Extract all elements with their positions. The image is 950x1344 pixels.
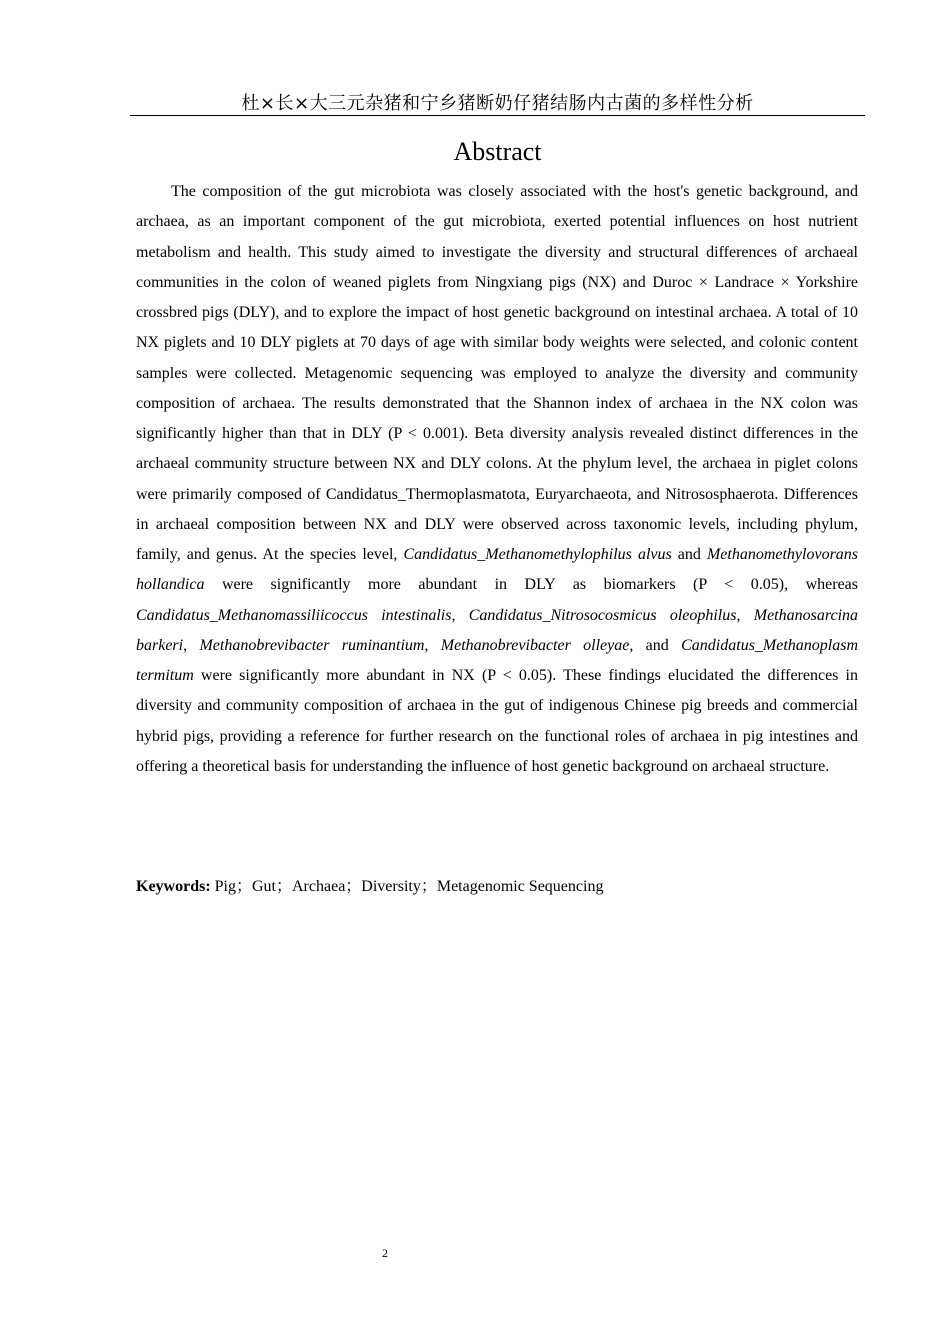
keywords-value: Pig；Gut；Archaea；Diversity；Metagenomic Sequencing — [210, 878, 604, 895]
header-divider — [130, 115, 865, 116]
abstract-body — [136, 177, 858, 782]
species-name: Methanosarcina barkeri — [136, 606, 859, 654]
species-name: Methanobrevibacter ruminantium — [199, 636, 425, 654]
species-name: Candidatus_Methanoplasm termitum — [136, 636, 859, 684]
species-name: Methanobrevibacter olleyae — [440, 636, 630, 654]
abstract-text: and — [671, 546, 707, 563]
page-number: 2 — [382, 1246, 388, 1260]
abstract-text: were significantly more abundant in NX (P < 0.05). These findings elucidated the differences in diversity and community composition of archaea in the gut of indigenous Chinese pig breeds and commercial hybrid pigs, providing a reference for further research on the functional roles of archaea in pig intestines and offering a theoretical basis for understanding the influence of host genetic background on archaeal structure. — [136, 667, 858, 775]
species-name: Candidatus_Methanomassiliicoccus intestinalis — [136, 606, 452, 624]
abstract-text: The composition of the gut microbiota was closely associated with the host's genetic background, and archaea, as an important component of the gut microbiota, exerted potential influences on host nutrient metabolism and health. This study aimed to investigate the diversity and structural differences of archaeal communities in the colon of weaned piglets from Ningxiang pigs (NX) and Duroc × Landrace × Yorkshire crossbred pigs (DLY), and to explore the impact of host genetic background on intestinal archaea. A total of 10 NX piglets and 10 DLY piglets at 70 days of age with similar body weights were selected, and colonic content samples were collected. Metagenomic sequencing was employed to analyze the diversity and community composition of archaea. The results demonstrated that the Shannon index of archaea in the NX colon was significantly higher than that in DLY (P < 0.001). Beta diversity analysis revealed distinct differences in the archaeal community structure between NX and DLY colons. At the phylum level, the archaea in piglet colons were primarily composed of Candidatus_Thermoplasmatota, Euryarchaeota, and Nitrososphaerota. Differences in archaeal composition between NX and DLY were observed across taxonomic levels, including phylum, family, and genus. At the species level, — [136, 183, 858, 563]
species-name: Methanomethylovorans hollandica — [136, 546, 859, 594]
running-header-title: 杜×长×大三元杂猪和宁乡猪断奶仔猪结肠内古菌的多样性分析 — [241, 93, 754, 114]
abstract-title: Abstract — [453, 137, 542, 166]
species-name: Candidatus_Methanomethylophilus alvus — [403, 546, 672, 563]
abstract-text: , and — [629, 636, 682, 654]
abstract-text: , — [736, 606, 754, 624]
abstract-text: were significantly more abundant in DLY as biomarkers (P < 0.05), whereas — [204, 576, 858, 594]
keywords-line — [136, 875, 858, 899]
abstract-text: , — [451, 606, 469, 624]
species-name: Candidatus_Nitrosocosmicus oleophilus — [468, 606, 737, 624]
abstract-text: , — [424, 636, 441, 654]
keywords-label: Keywords: — [136, 878, 211, 895]
abstract-text: , — [183, 636, 200, 654]
